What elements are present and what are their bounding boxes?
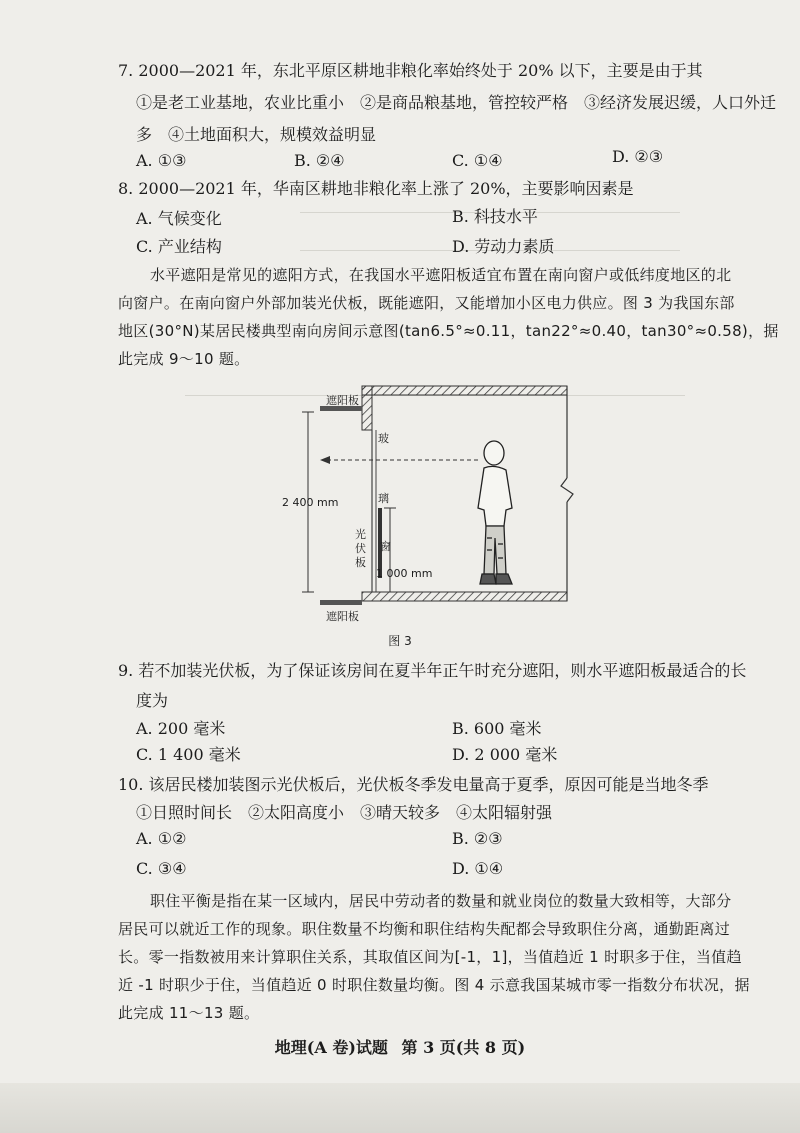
top-board-label: 遮阳板 xyxy=(326,394,359,407)
q8-option-c[interactable]: C. 产业结构 xyxy=(136,237,222,256)
passage1-line3: 地区(30°N)某居民楼典型南向房间示意图(tan6.5°≈0.11，tan22°≈0.40，tan30°≈0.58)，据 xyxy=(118,322,779,340)
page-bottom-edge xyxy=(0,1083,800,1133)
window-label: 窗 xyxy=(380,540,391,553)
passage1-line2: 向窗户。在南向窗户外部加装光伏板，既能遮阳，又能增加小区电力供应。图 3 为我国东部 xyxy=(118,294,735,312)
q7-choices-line2: 多 ④土地面积大，规模效益明显 xyxy=(136,125,377,144)
passage2-line1: 职住平衡是指在某一区域内，居民中劳动者的数量和就业岗位的数量大致相等，大部分 xyxy=(150,892,732,910)
passage2-line5: 此完成 11～13 题。 xyxy=(118,1004,260,1022)
glass-label-2: 璃 xyxy=(378,492,389,505)
q8-stem: 8. 2000—2021 年，华南区耕地非粮化率上涨了 20%，主要影响因素是 xyxy=(118,179,634,198)
q10-option-d[interactable]: D. ①④ xyxy=(452,859,504,878)
bottom-shading-board xyxy=(320,600,362,605)
q10-choices-line: ①日照时间长 ②太阳高度小 ③晴天较多 ④太阳辐射强 xyxy=(136,803,553,822)
footer-subject: 地理(A 卷)试题 xyxy=(274,1038,388,1057)
passage1-line4: 此完成 9～10 题。 xyxy=(118,350,250,368)
break-mark xyxy=(561,478,573,502)
q8-option-a[interactable]: A. 气候变化 xyxy=(136,209,222,228)
q9-option-d[interactable]: D. 2 000 毫米 xyxy=(452,745,558,764)
bottom-board-label: 遮阳板 xyxy=(326,610,359,623)
floor-slab xyxy=(362,592,567,601)
q8-option-d[interactable]: D. 劳动力素质 xyxy=(452,237,555,256)
q9-option-b[interactable]: B. 600 毫米 xyxy=(452,719,542,738)
height-1000-label: 1 000 mm xyxy=(376,567,433,580)
person-figure xyxy=(478,441,512,584)
arrow-head xyxy=(320,456,330,464)
ceiling-slab xyxy=(362,386,567,395)
pv-label: 光 伏 板 xyxy=(355,528,366,569)
q9-stem-line1: 9. 若不加装光伏板，为了保证该房间在夏半年正午时充分遮阳，则水平遮阳板最适合的长 xyxy=(118,661,747,680)
q7-option-b[interactable]: B. ②④ xyxy=(294,151,345,170)
figure-3 xyxy=(280,378,620,648)
q7-option-a[interactable]: A. ①③ xyxy=(136,151,187,170)
passage2-line2: 居民可以就近工作的现象。职住数量不均衡和职住结构失配都会导致职住分离，通勤距离过 xyxy=(118,920,731,938)
q7-choices-line1: ①是老工业基地，农业比重小 ②是商品粮基地，管控较严格 ③经济发展迟缓，人口外迁 xyxy=(136,93,777,112)
q7-option-d[interactable]: D. ②③ xyxy=(612,147,664,166)
page-footer xyxy=(0,1035,800,1058)
passage2-line3: 长。零一指数被用来计算职住关系，其取值区间为[-1，1]，当值趋近 1 时职多于住，当值趋 xyxy=(118,948,742,966)
q10-stem: 10. 该居民楼加装图示光伏板后，光伏板冬季发电量高于夏季，原因可能是当地冬季 xyxy=(118,775,709,794)
q10-option-c[interactable]: C. ③④ xyxy=(136,859,187,878)
glass-label-1: 玻 xyxy=(378,432,389,445)
q9-option-c[interactable]: C. 1 400 毫米 xyxy=(136,745,241,764)
footer-page-number: 第 3 页(共 8 页) xyxy=(401,1038,526,1057)
q7-option-c[interactable]: C. ①④ xyxy=(452,151,503,170)
q8-option-b[interactable]: B. 科技水平 xyxy=(452,207,538,226)
q9-stem-line2: 度为 xyxy=(136,691,169,710)
q7-stem: 7. 2000—2021 年，东北平原区耕地非粮化率始终处于 20% 以下，主要是由于其 xyxy=(118,61,703,80)
passage1-line1: 水平遮阳是常见的遮阳方式，在我国水平遮阳板适宜布置在南向窗户或低纬度地区的北 xyxy=(150,266,732,284)
wall-top xyxy=(362,386,372,430)
figure-3-caption: 图 3 xyxy=(388,634,412,648)
height-2400-label: 2 400 mm xyxy=(282,496,339,509)
q10-option-b[interactable]: B. ②③ xyxy=(452,829,503,848)
passage2-line4: 近 -1 时职少于住，当值趋近 0 时职住数量均衡。图 4 示意我国某城市零一指数分布状况，据 xyxy=(118,976,750,994)
q10-option-a[interactable]: A. ①② xyxy=(136,829,187,848)
q9-option-a[interactable]: A. 200 毫米 xyxy=(136,719,226,738)
